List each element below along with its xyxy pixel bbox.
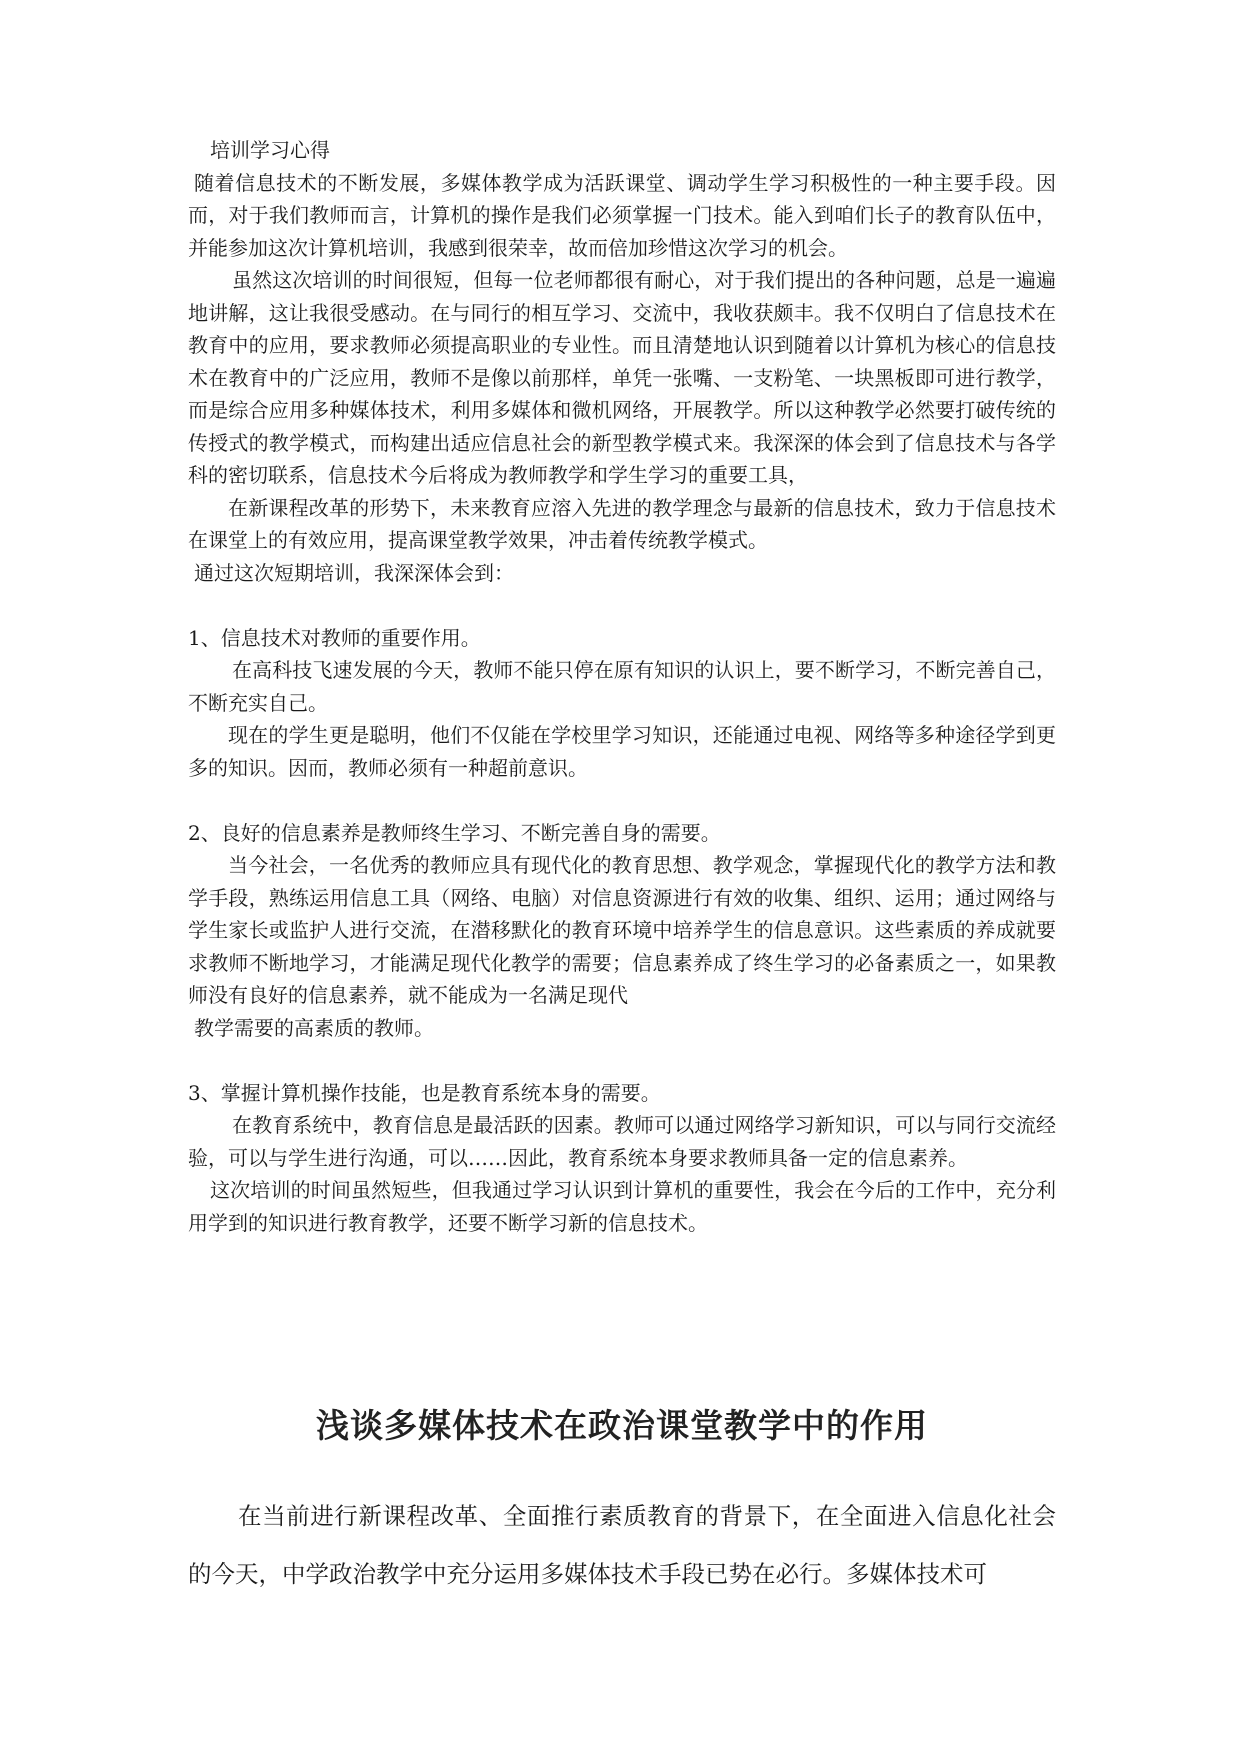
- section-2-heading: 2、良好的信息素养是教师终生学习、不断完善自身的需要。: [188, 820, 721, 845]
- article-title: 培训学习心得: [210, 138, 330, 162]
- blank-line: [188, 1044, 1056, 1077]
- second-article-title: 浅谈多媒体技术在政治课堂教学中的作用: [316, 1406, 928, 1445]
- section-1-heading: 1、信息技术对教师的重要作用。: [188, 625, 481, 650]
- intro-paragraph-2: 虽然这次培训的时间很短，但每一位老师都很有耐心，对于我们提出的各种问题，总是一遍遍地讲解，这让我很受感动。在与同行的相互学习、交流中，我收获颇丰。我不仅明白了信息技术在教育中的应用，要求教师必须提高职业的专业性。而且清楚地认识到随着以计算机为核心的信息技术在教育中的广泛应用，教师不是像以前那样，单凭一张嘴、一支粉笔、一块黑板即可进行教学，而是综合应用多种媒体技术，利用多媒体和微机网络，开展教学。所以这种教学必然要打破传统的传授式的教学模式，而构建出适应信息社会的新型教学模式来。我深深的体会到了信息技术与各学科的密切联系，信息技术今后将成为教师教学和学生学习的重要工具，: [188, 268, 1056, 487]
- section-1-paragraph-1: 在高科技飞速发展的今天，教师不能只停在原有知识的认识上，要不断学习，不断完善自己，不断充实自己。: [188, 658, 1056, 715]
- section-1-paragraph-2: 现在的学生更是聪明，他们不仅能在学校里学习知识，还能通过电视、网络等多种途径学到更多的知识。因而，教师必须有一种超前意识。: [188, 723, 1056, 780]
- blank-line: [188, 784, 1056, 817]
- section-3-paragraph-1: 在教育系统中，教育信息是最活跃的因素。教师可以通过网络学习新知识，可以与同行交流经验，可以与学生进行沟通，可以……因此，教育系统本身要求教师具备一定的信息素养。: [188, 1113, 1056, 1170]
- article-body: [188, 134, 1056, 1239]
- section-3-heading: 3、掌握计算机操作技能，也是教育系统本身的需要。: [188, 1080, 661, 1105]
- blank-line: [188, 589, 1056, 622]
- section-3-paragraph-2: 这次培训的时间虽然短些，但我通过学习认识到计算机的重要性，我会在今后的工作中，充分利用学到的知识进行教育教学，还要不断学习新的信息技术。: [188, 1178, 1056, 1235]
- intro-paragraph-3: 在新课程改革的形势下，未来教育应溶入先进的教学理念与最新的信息技术，致力于信息技术在课堂上的有效应用，提高课堂教学效果，冲击着传统教学模式。: [188, 495, 1056, 552]
- second-article-body: [188, 1487, 1056, 1603]
- intro-paragraph-1: 随着信息技术的不断发展，多媒体教学成为活跃课堂、调动学生学习积极性的一种主要手段。因而，对于我们教师而言，计算机的操作是我们必须掌握一门技术。能入到咱们长子的教育队伍中，并能参加这次计算机培训，我感到很荣幸，故而倍加珍惜这次学习的机会。: [188, 170, 1056, 260]
- second-article-paragraph: 在当前进行新课程改革、全面推行素质教育的背景下，在全面进入信息化社会的今天，中学政治教学中充分运用多媒体技术手段已势在必行。多媒体技术可: [188, 1502, 1056, 1588]
- intro-paragraph-4: 通过这次短期培训，我深深体会到：: [194, 560, 514, 585]
- section-2-paragraph-1: 当今社会，一名优秀的教师应具有现代化的教育思想、教学观念，掌握现代化的教学方法和教学手段，熟练运用信息工具（网络、电脑）对信息资源进行有效的收集、组织、运用；通过网络与学生家长或监护人进行交流，在潜移默化的教育环境中培养学生的信息意识。这些素质的养成就要求教师不断地学习，才能满足现代化教学的需要；信息素养成了终生学习的必备素质之一，如果教师没有良好的信息素养，就不能成为一名满足现代: [188, 853, 1056, 1007]
- section-2-paragraph-2: 教学需要的高素质的教师。: [194, 1015, 434, 1040]
